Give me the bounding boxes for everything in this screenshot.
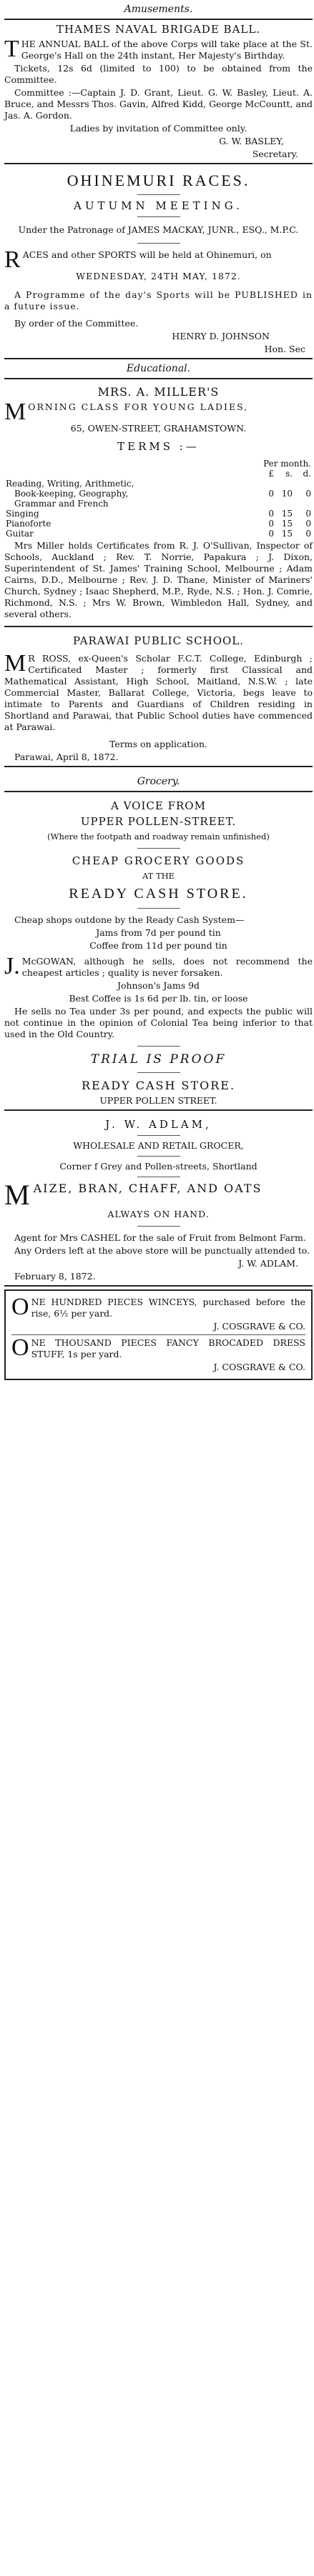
races-meeting: AUTUMN MEETING. — [74, 199, 243, 212]
drop-cap: M — [4, 399, 26, 425]
adlam-maize: MAIZE, BRAN, CHAFF, AND OATS — [4, 1179, 263, 1211]
cosgrave-brocaded: ONE THOUSAND PIECES FANCY BROCADED DRESS STUFF, 1s per yard. — [11, 1334, 305, 1361]
miller-address: 65, OWEN-STREET, GRAHAMSTOWN. — [70, 423, 247, 434]
divider — [137, 1072, 180, 1073]
drop-cap: O — [11, 1334, 29, 1361]
table-row — [4, 469, 313, 479]
races-title: OHINEMURI RACES. — [67, 171, 250, 189]
divider — [137, 1135, 180, 1136]
fee-label: Reading, Writing, Arithmetic, — [6, 479, 134, 489]
voice-note: (Where the footpath and roadway remain unfinished) — [47, 832, 270, 842]
adlam-corner: Corner f Grey and Pollen-streets, Shortland — [59, 1161, 257, 1172]
divider — [4, 163, 313, 164]
parawai-title: PARAWAI PUBLIC SCHOOL. — [72, 634, 245, 647]
currency-shilling: s. — [285, 469, 293, 479]
adlam-date: February 8, 1872. — [14, 1271, 96, 1282]
divider — [4, 378, 313, 379]
miller-class: MORNING CLASS FOR YOUNG LADIES, — [4, 399, 249, 425]
drop-cap: J. — [4, 953, 20, 979]
parawai-terms: Terms on application. — [109, 739, 207, 749]
voice-mcgowan: J. McGOWAN, although he sells, does not recommend the cheapest articles ; quality is never forsaken. — [4, 953, 313, 979]
adlam-signature: J. W. ADLAM. — [238, 1258, 298, 1269]
table-row: Singing 0 15 0 — [6, 509, 311, 519]
table-row — [4, 459, 313, 469]
miller-certificates: Mrs Miller holds Certificates from R. J. O'Sullivan, Inspector of Schools, Auckland ; Rev. T. Norrie, Papakura ; J. Dixon, Superintendent of St. James' Training School, Melbourne ; Adam Cairns, D.D., Melbourne ; Rev. J. D. Thane, Minister of Mariners' Church, Sydney ; Isaac Shepherd, M.P., Ryde, N.S. ; Hon. J. Comrie, Richmond, N.S. ; Mrs W. Brown, Wimbledon Hall, Sydney, and several others. — [4, 540, 313, 619]
voice-store: READY CASH STORE. — [69, 886, 248, 902]
section-heading-educational: Educational. — [126, 363, 191, 374]
races-patronage: Under the Patronage of JAMES MACKAY, JUNR., ESQ., M.P.C. — [18, 224, 299, 235]
adlam-name: J. W. ADLAM, — [105, 1118, 212, 1131]
table-row: Book-keeping, Geography, 0 10 0 — [4, 489, 313, 499]
races-signature: HENRY D. JOHNSON — [172, 331, 270, 341]
divider — [4, 1285, 313, 1287]
naval-committee: Committee :—Captain J. D. Grant, Lieut. G. W. Basley, Lieut. A. Bruce, and Messrs Thos. Gavin, Alfred Kidd, George McCountt, and Jas. A. Gordon. — [4, 87, 313, 121]
drop-cap: O — [11, 1294, 29, 1320]
races-programme: A Programme of the day's Sports will be PUBLISHED in a future issue. — [4, 289, 313, 311]
currency-pound: £ — [268, 469, 274, 479]
voice-line1: A VOICE FROM — [111, 799, 206, 812]
fee-label: Grammar and French — [14, 499, 109, 509]
races-role: Hon. Sec — [264, 344, 305, 354]
miller-terms: TERMS :— — [117, 440, 200, 453]
divider — [11, 1334, 305, 1335]
divider — [4, 358, 313, 359]
cosgrave-winceys: ONE HUNDRED PIECES WINCEYS, purchased before the rise, 6½ per yard. — [11, 1294, 305, 1320]
fee-label: Book-keeping, Geography, — [14, 489, 129, 499]
divider — [137, 908, 180, 909]
voice-ready: READY CASH STORE. — [81, 1079, 236, 1092]
divider — [4, 626, 313, 627]
voice-jams: Jams from 7d per pound tin — [96, 927, 221, 938]
adlam-always: ALWAYS ON HAND. — [107, 1209, 210, 1219]
voice-coffee: Coffee from 11d per pound tin — [89, 940, 227, 951]
adlam-agent: Agent for Mrs CASHEL for the sale of Fruit from Belmont Farm. — [14, 1232, 306, 1243]
naval-role: Secretary. — [252, 149, 298, 159]
fee-label: Guitar — [6, 529, 34, 539]
table-row: Pianoforte 0 15 0 — [6, 519, 311, 529]
table-row: Guitar 0 15 0 — [6, 529, 311, 539]
voice-cheap-shops: Cheap shops outdone by the Ready Cash System— — [14, 914, 245, 925]
divider — [137, 216, 180, 217]
divider — [137, 194, 180, 195]
divider — [4, 766, 313, 767]
fee-label: Pianoforte — [6, 519, 51, 529]
drop-cap: M — [4, 1179, 31, 1211]
parawai-body: M R ROSS, ex-Queen's Scholar F.C.T. College, Edinburgh ; Certificated Master ; formerly first Classical and Mathematical Assistant, High School, Maitland, N.S.W. ; late Commercial Master, Ballarat College, Victoria, begs leave to intimate to Parents and Guardians of Children residing in Shortland and Parawai, that Public School duties have commenced at Parawai. — [4, 650, 313, 732]
advertisement-column — [4, 4, 313, 1380]
per-month-header: Per month. — [263, 459, 311, 469]
voice-cheap: CHEAP GROCERY GOODS — [72, 854, 245, 867]
voice-upper: UPPER POLLEN STREET. — [99, 1095, 217, 1106]
parawai-date: Parawai, April 8, 1872. — [14, 752, 119, 762]
adlam-trade: WHOLESALE AND RETAIL GROCER, — [73, 1140, 244, 1151]
naval-ladies: Ladies by invitation of Committee only. — [69, 123, 247, 134]
section-heading-amusements: Amusements. — [124, 4, 193, 15]
races-order: By order of the Committee. — [14, 318, 139, 329]
table-row — [4, 479, 313, 489]
naval-title: THAMES NAVAL BRIGADE BALL. — [56, 23, 261, 36]
table-row — [4, 499, 313, 509]
naval-tickets: Tickets, 12s 6d (limited to 100) to be obtained from the Committee. — [4, 63, 313, 85]
drop-cap: T — [4, 36, 19, 62]
voice-jams9: Johnson's Jams 9d — [117, 980, 200, 991]
races-date: WEDNESDAY, 24TH MAY, 1872. — [76, 271, 241, 281]
naval-body: THE ANNUAL BALL of the above Corps will take place at the St. George's Hall on the 24th instant, Her Majesty's Birthday. — [4, 36, 313, 62]
fee-label: Singing — [6, 509, 39, 519]
cosgrave-signature: J. COSGRAVE & CO. — [213, 1321, 305, 1332]
divider — [4, 791, 313, 792]
voice-at-the: AT THE — [142, 871, 175, 881]
voice-line2: UPPER POLLEN-STREET. — [80, 815, 237, 828]
section-heading-grocery: Grocery. — [137, 776, 180, 787]
drop-cap: M — [4, 650, 26, 677]
divider — [137, 1156, 180, 1157]
adlam-orders: Any Orders left at the above store will be punctually attended to. — [14, 1245, 310, 1256]
cosgrave-signature: J. COSGRAVE & CO. — [213, 1362, 305, 1372]
cosgrave-box — [4, 1289, 313, 1380]
divider — [137, 243, 180, 244]
voice-best-coffee: Best Coffee is 1s 6d per lb. tin, or loose — [69, 993, 248, 1004]
divider — [4, 19, 313, 20]
voice-tea: He sells no Tea under 3s per pound, and expects the public will not continue in the opinion of Colonial Tea being inferior to that used in the Old Country. — [4, 1006, 313, 1039]
naval-signature: G. W. BASLEY, — [219, 136, 284, 146]
divider — [137, 1226, 180, 1227]
miller-title: MRS. A. MILLER'S — [97, 385, 220, 399]
fee-table — [4, 459, 313, 539]
divider — [4, 1109, 313, 1111]
currency-pence: d. — [303, 469, 311, 479]
voice-trial: TRIAL IS PROOF — [90, 1052, 227, 1067]
races-body: RACES and other SPORTS will be held at Ohinemuri, on — [4, 246, 272, 273]
drop-cap: R — [4, 246, 21, 273]
divider — [137, 1046, 180, 1047]
divider — [137, 848, 180, 849]
